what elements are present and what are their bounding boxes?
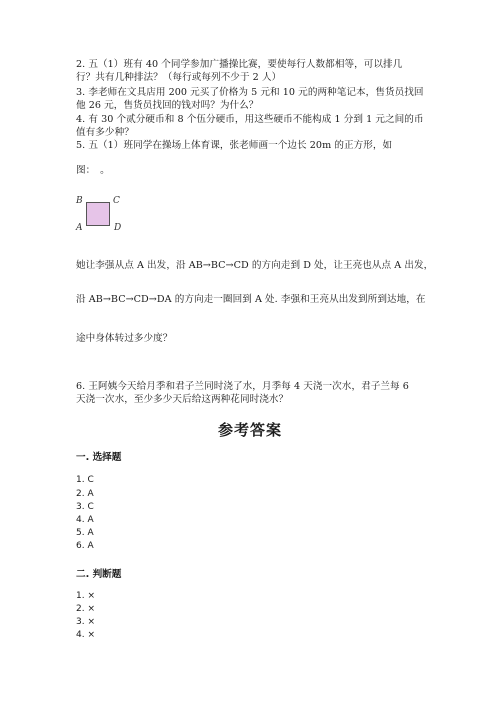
answer-title: 参考答案 bbox=[217, 421, 282, 439]
section-judge-title: 二. 判断题 bbox=[76, 569, 122, 580]
choice-answer-6: 6. A bbox=[76, 541, 94, 551]
choice-answer-2: 2. A bbox=[76, 489, 94, 499]
judge-answer-2: 2. × bbox=[76, 604, 95, 614]
question-5-line-1: 5. 五（1）班同学在操场上体育课，张老师画一个边长 20m 的正方形，如 bbox=[76, 140, 393, 151]
question-5-line-5: 途中身体转过多少度？ bbox=[76, 333, 173, 344]
question-4-line-2: 值有多少种？ bbox=[76, 127, 134, 138]
square-label-d: D bbox=[114, 223, 122, 233]
question-6-line-2: 天浇一次水，至少多少天后给这两种花同时浇水？ bbox=[76, 394, 289, 405]
judge-answer-4: 4. × bbox=[76, 630, 95, 640]
question-5-line-2: 图： 。 bbox=[76, 165, 110, 176]
question-3-line-2: 他 26 元，售货员找回的钱对吗？为什么？ bbox=[76, 100, 259, 111]
judge-answer-3: 3. × bbox=[76, 617, 95, 627]
square-label-c: C bbox=[113, 196, 120, 206]
question-2-line-1: 2. 五（1）班有 40 个同学参加广播操比赛，要使每行人数都相等，可以排几 bbox=[76, 59, 403, 70]
question-2-line-2: 行？共有几种排法？（每行或每列不少于 2 人） bbox=[76, 72, 282, 83]
choice-answer-5: 5. A bbox=[76, 528, 94, 538]
question-5-line-3: 她让李强从点 A 出发，沿 AB→BC→CD 的方向走到 D 处，让王亮也从点 A 出发， bbox=[76, 260, 434, 271]
question-5-line-4: 沿 AB→BC→CD→DA 的方向走一圈回到 A 处. 李强和王亮从出发到所到达地，在 bbox=[76, 294, 426, 305]
judge-answer-1: 1. × bbox=[76, 591, 95, 601]
choice-answer-3: 3. C bbox=[76, 502, 94, 512]
question-3-line-1: 3. 李老师在文具店用 200 元买了价格为 5 元和 10 元的两种笔记本，售货员找回 bbox=[76, 87, 424, 98]
square-diagram bbox=[86, 202, 110, 226]
question-4-line-1: 4. 有 30 个贰分硬币和 8 个伍分硬币，用这些硬币不能构成 1 分到 1 元之间的币 bbox=[76, 114, 424, 125]
question-6-line-1: 6. 王阿姨今天给月季和君子兰同时浇了水，月季每 4 天浇一次水，君子兰每 6 bbox=[76, 381, 409, 392]
square-label-a: A bbox=[76, 223, 83, 233]
choice-answer-4: 4. A bbox=[76, 515, 94, 525]
section-choice-title: 一. 选择题 bbox=[76, 452, 122, 463]
square-label-b: B bbox=[76, 196, 83, 206]
choice-answer-1: 1. C bbox=[76, 475, 94, 485]
